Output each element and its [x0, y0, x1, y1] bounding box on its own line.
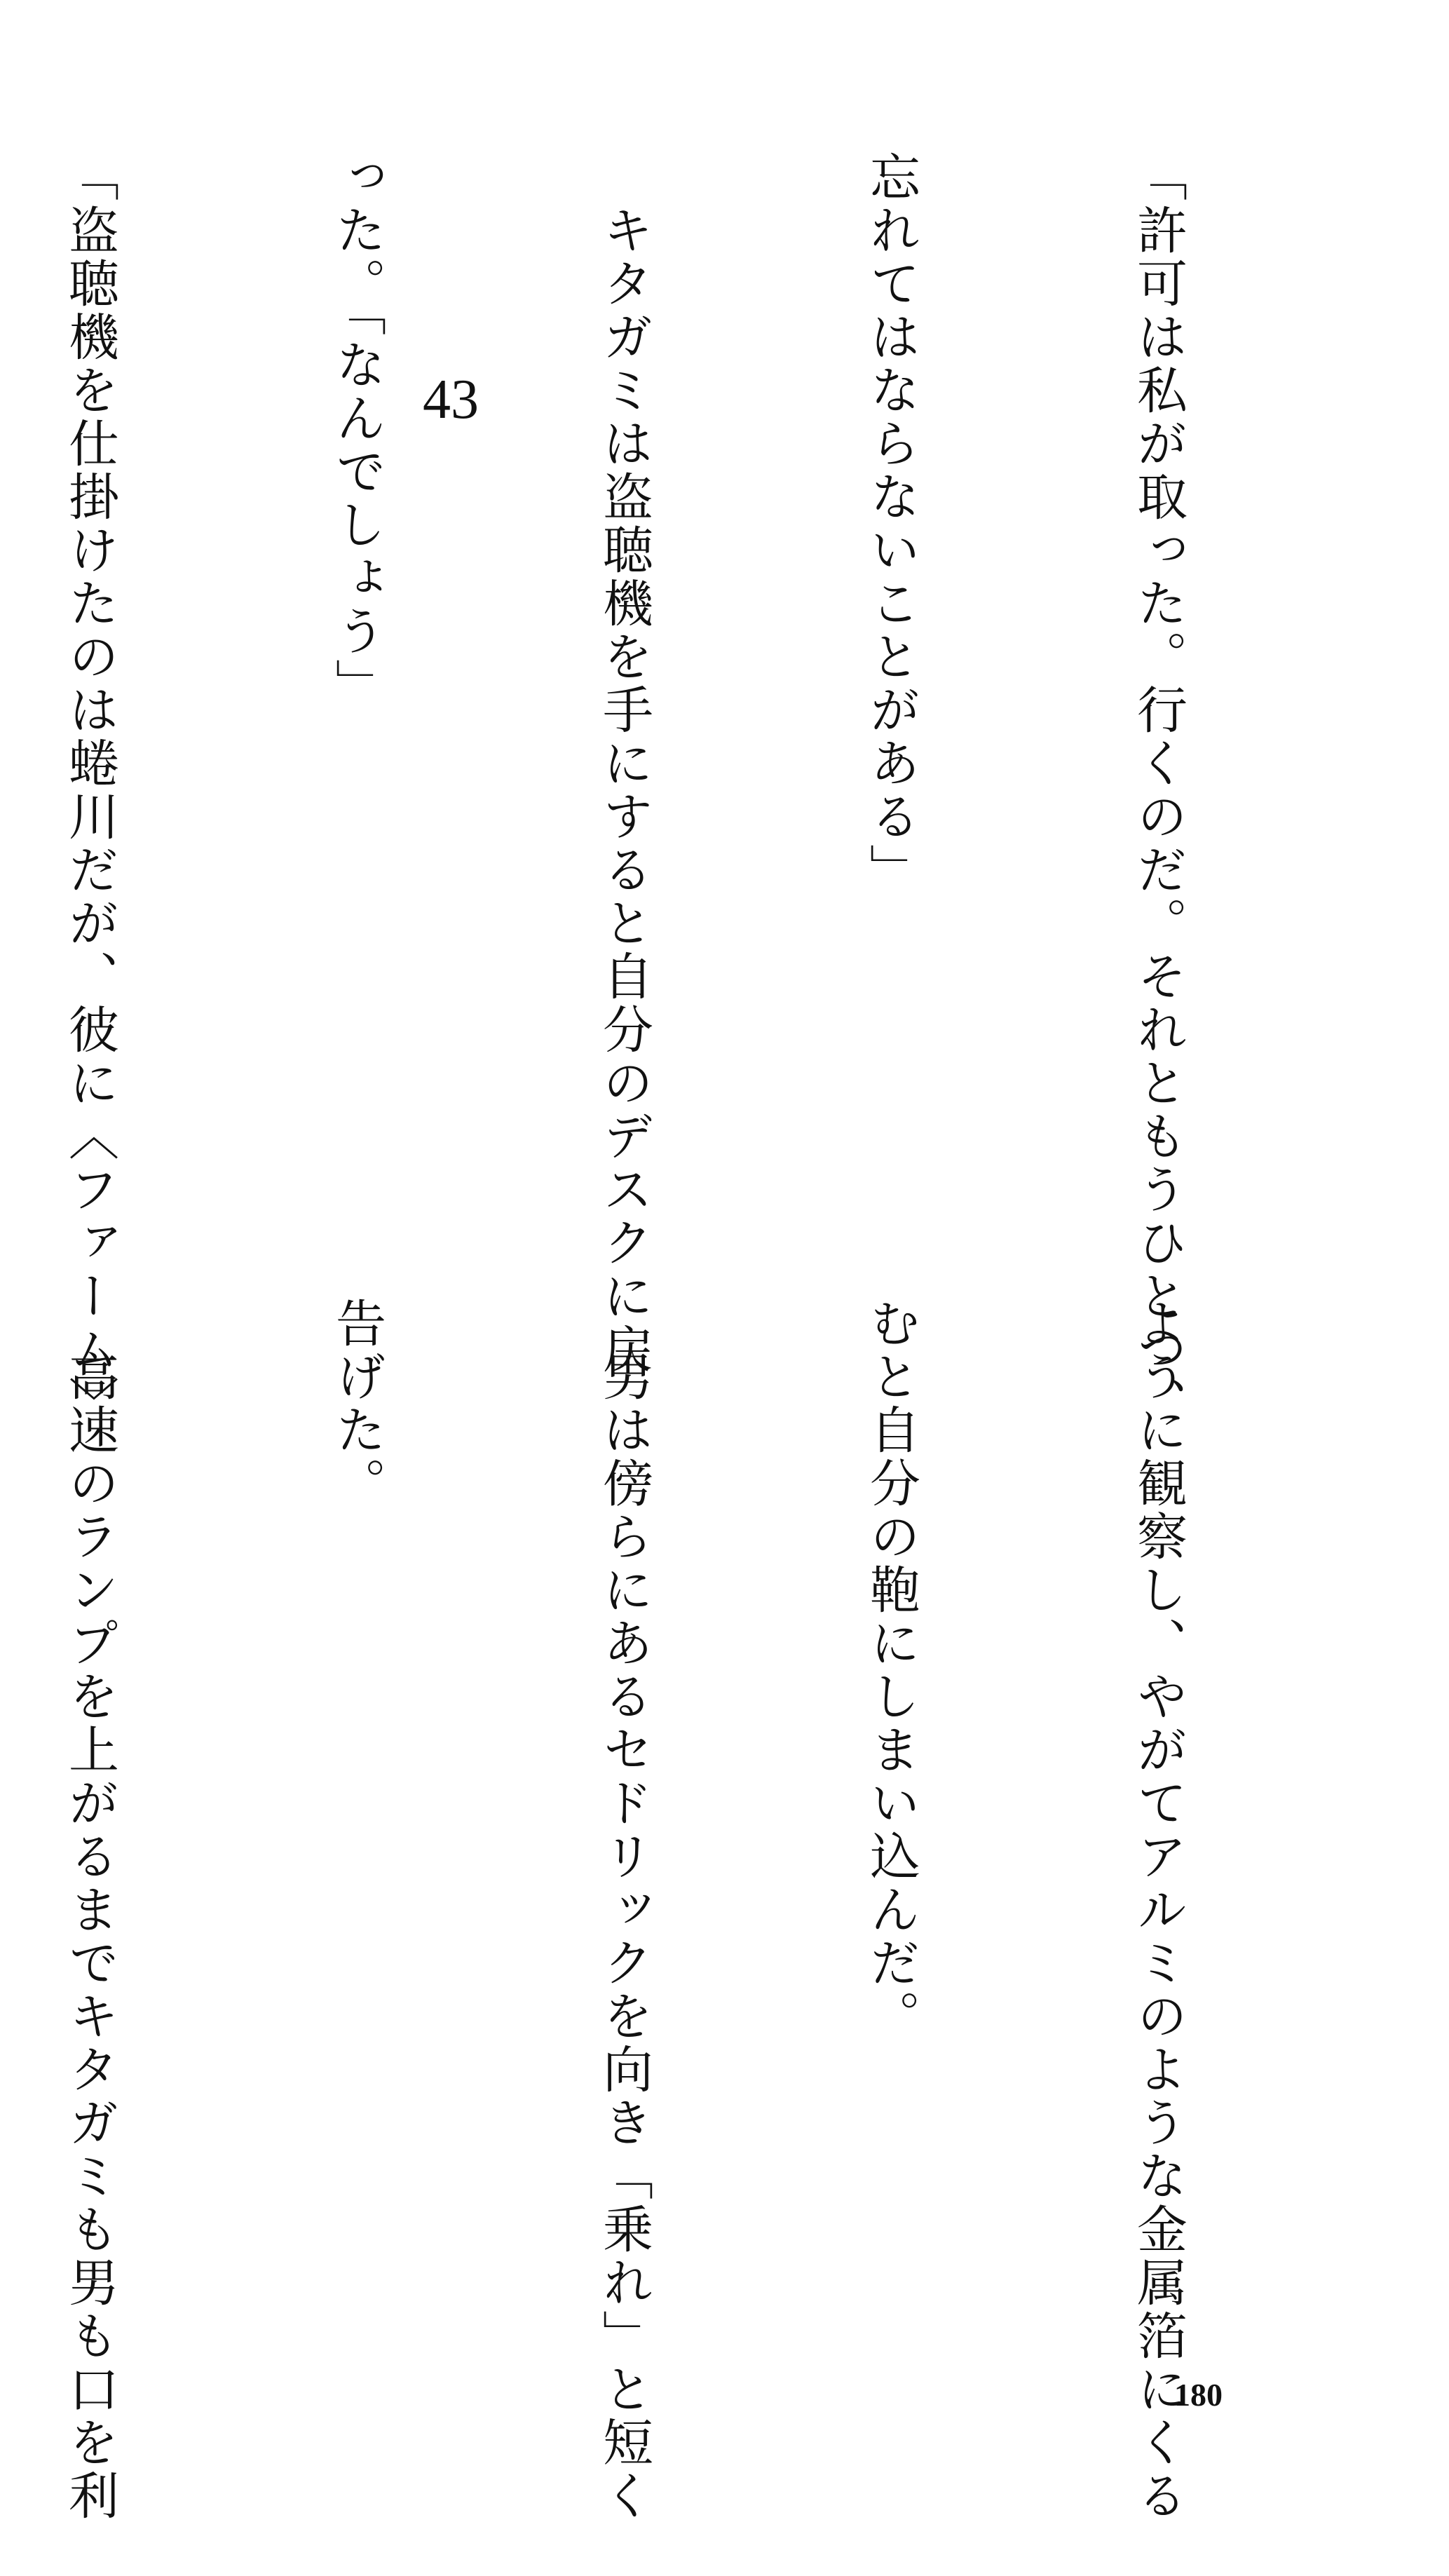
chapter-number: 43	[423, 369, 479, 431]
text-line: 高速のランプを上がるまでキタガミも男も口を利	[60, 1297, 119, 2523]
page-number: 180	[1174, 2377, 1223, 2413]
text-line: むと自分の鞄にしまい込んだ。	[862, 1297, 920, 2043]
text-line: 「許可は私が取った。行くのだ。それともうひとつ、	[1129, 151, 1188, 1430]
text-line: 「盗聴機を仕掛けたのは蜷川だが、彼に〈ファーム〉	[60, 151, 119, 1430]
text-line: 忘れてはならないことがある」	[862, 151, 920, 897]
text-line: 告げた。	[327, 1297, 386, 1510]
text-line: 男は傍らにあるセドリックを向き「乗れ」と短く	[594, 1297, 653, 2523]
text-line: キタガミは盗聴機を手にすると自分のデスクに戻	[594, 151, 653, 1376]
text-line: ように観察し、やがてアルミのような金属箔にくる	[1129, 1297, 1188, 2523]
text-line: った。「なんでしょう」	[327, 151, 386, 712]
